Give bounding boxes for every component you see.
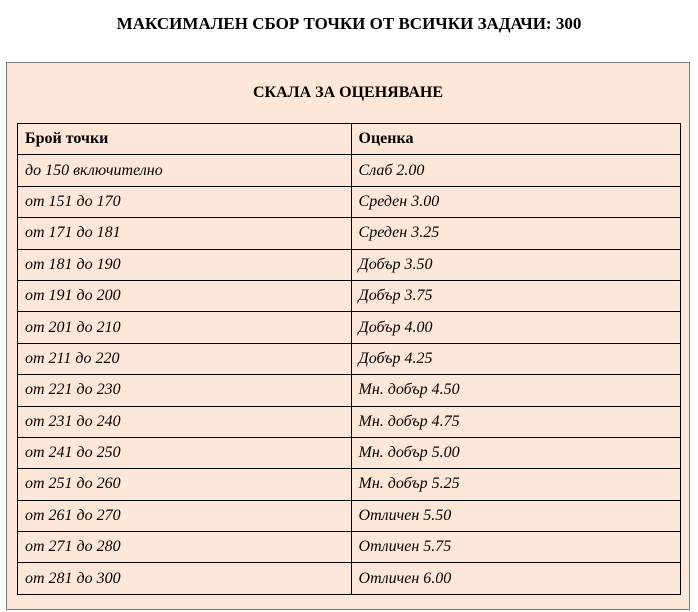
grade-cell: Отличен 6.00 (351, 563, 680, 594)
page-title: МАКСИМАЛЕН СБОР ТОЧКИ ОТ ВСИЧКИ ЗАДАЧИ: 300 (116, 14, 582, 33)
points-range-cell: от 231 до 240 (18, 406, 352, 437)
points-range-cell: от 181 до 190 (18, 249, 352, 280)
grade-cell: Слаб 2.00 (351, 155, 680, 186)
points-range-cell: от 211 до 220 (18, 343, 352, 374)
points-range-cell: от 151 до 170 (18, 186, 352, 217)
table-row (18, 469, 681, 500)
table-row (18, 406, 681, 437)
table-row (18, 563, 681, 594)
points-range-cell: от 171 до 181 (18, 218, 352, 249)
points-range-cell: от 201 до 210 (18, 312, 352, 343)
column-header-points: Брой точки (18, 124, 352, 155)
points-range-cell: от 241 до 250 (18, 437, 352, 468)
table-row (18, 500, 681, 531)
grade-cell: Добър 3.75 (351, 280, 680, 311)
grade-cell: Мн. добър 5.25 (351, 469, 680, 500)
grade-cell: Среден 3.25 (351, 218, 680, 249)
points-range-cell: от 271 до 280 (18, 532, 352, 563)
grade-cell: Мн. добър 5.00 (351, 437, 680, 468)
points-range-cell: от 251 до 260 (18, 469, 352, 500)
table-row (18, 532, 681, 563)
table-row (18, 249, 681, 280)
points-range-cell: от 221 до 230 (18, 375, 352, 406)
points-range-cell: от 261 до 270 (18, 500, 352, 531)
table-row (18, 280, 681, 311)
grading-scale-title: СКАЛА ЗА ОЦЕНЯВАНЕ (252, 84, 444, 101)
grade-cell: Отличен 5.75 (351, 532, 680, 563)
table-row (18, 343, 681, 374)
grade-cell: Добър 4.00 (351, 312, 680, 343)
table-row (18, 186, 681, 217)
points-range-cell: до 150 включително (18, 155, 352, 186)
grade-cell: Добър 4.25 (351, 343, 680, 374)
grade-cell: Отличен 5.50 (351, 500, 680, 531)
column-header-grade: Оценка (351, 124, 680, 155)
points-range-cell: от 191 до 200 (18, 280, 352, 311)
table-row (18, 312, 681, 343)
table-row (18, 375, 681, 406)
table-row (18, 155, 681, 186)
grade-cell: Среден 3.00 (351, 186, 680, 217)
table-header-row (18, 124, 681, 155)
grade-cell: Мн. добър 4.50 (351, 375, 680, 406)
table-row (18, 437, 681, 468)
points-range-cell: от 281 до 300 (18, 563, 352, 594)
grading-scale-table (17, 123, 681, 595)
grade-cell: Добър 3.50 (351, 249, 680, 280)
grade-cell: Мн. добър 4.75 (351, 406, 680, 437)
table-row (18, 218, 681, 249)
grading-scale-panel (6, 62, 690, 610)
table-body (18, 155, 681, 594)
